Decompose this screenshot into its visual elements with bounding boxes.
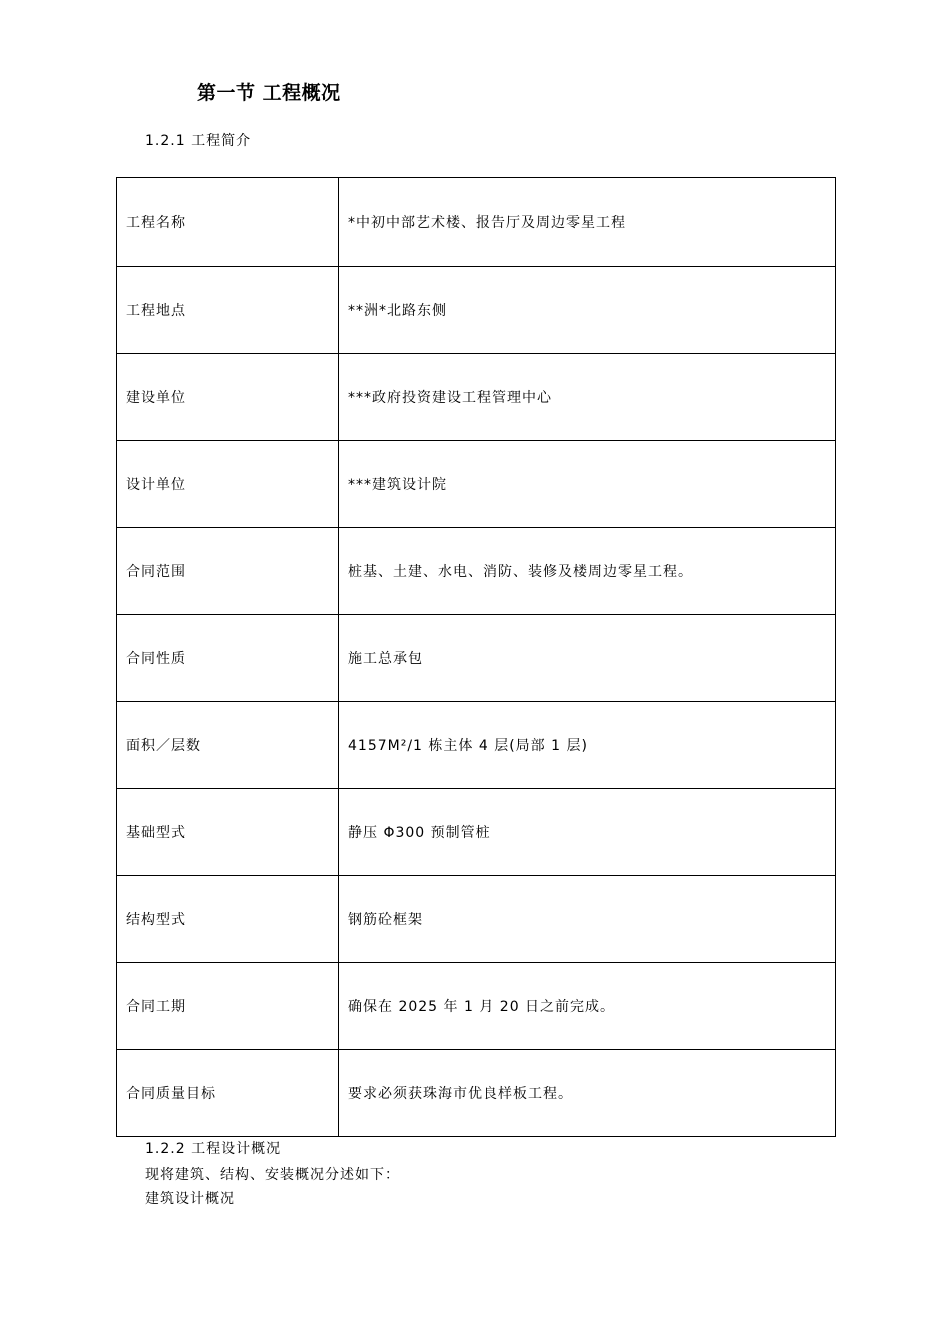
table-row [117,615,836,702]
table-row [117,354,836,441]
row-label: 合同质量目标 [117,1050,339,1137]
table-row [117,441,836,528]
row-value: 施工总承包 [339,615,836,702]
row-label: 合同范围 [117,528,339,615]
row-label: 面积／层数 [117,702,339,789]
row-label: 设计单位 [117,441,339,528]
table-row [117,178,836,267]
row-value: 桩基、土建、水电、消防、装修及楼周边零星工程。 [339,528,836,615]
section-heading-project-intro: 1.2.1 工程简介 [145,133,252,149]
intro-paragraph: 现将建筑、结构、安装概况分述如下： [145,1167,400,1183]
row-label: 合同性质 [117,615,339,702]
table-row [117,267,836,354]
table-row [117,963,836,1050]
row-value: **洲*北路东侧 [339,267,836,354]
row-label: 基础型式 [117,789,339,876]
row-value: 钢筋砼框架 [339,876,836,963]
project-info-table [116,177,836,1137]
table-row [117,876,836,963]
architecture-subheading: 建筑设计概况 [145,1191,235,1207]
row-value: 确保在 2025 年 1 月 20 日之前完成。 [339,963,836,1050]
row-value: *中初中部艺术楼、报告厅及周边零星工程 [339,178,836,267]
row-value: ***政府投资建设工程管理中心 [339,354,836,441]
table-row [117,528,836,615]
row-value: 要求必须获珠海市优良样板工程。 [339,1050,836,1137]
row-label: 合同工期 [117,963,339,1050]
section-heading-design-overview: 1.2.2 工程设计概况 [145,1141,282,1157]
row-value: 4157M²/1 栋主体 4 层(局部 1 层) [339,702,836,789]
row-value: 静压 Φ300 预制管桩 [339,789,836,876]
page-title: 第一节 工程概况 [197,82,341,104]
row-label: 建设单位 [117,354,339,441]
table-row [117,702,836,789]
table-row [117,789,836,876]
row-label: 工程地点 [117,267,339,354]
row-value: ***建筑设计院 [339,441,836,528]
row-label: 结构型式 [117,876,339,963]
table-row [117,1050,836,1137]
row-label: 工程名称 [117,178,339,267]
